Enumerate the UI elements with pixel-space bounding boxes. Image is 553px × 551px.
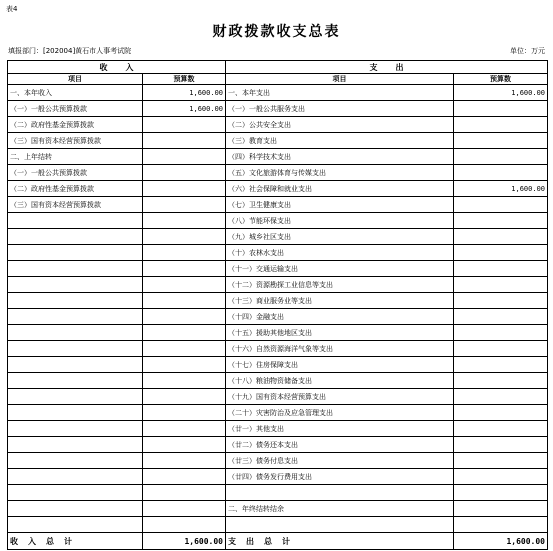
income-value-cell xyxy=(143,229,226,245)
income-item-cell xyxy=(8,357,143,373)
expense-item-cell xyxy=(226,485,454,501)
expense-value-cell xyxy=(454,373,548,389)
income-value-cell xyxy=(143,421,226,437)
table-row xyxy=(8,229,548,245)
table-row xyxy=(8,213,548,229)
expense-item-cell: （十七）住房保障支出 xyxy=(226,357,454,373)
income-item-header: 项目 xyxy=(8,74,143,85)
table-row xyxy=(8,245,548,261)
income-item-cell xyxy=(8,309,143,325)
table-row xyxy=(8,117,548,133)
expense-value-cell xyxy=(454,437,548,453)
income-value-cell xyxy=(143,165,226,181)
expense-budget-header: 预算数 xyxy=(454,74,548,85)
expense-value-cell xyxy=(454,389,548,405)
expense-section-header: 支出 xyxy=(226,61,548,74)
income-value-cell xyxy=(143,357,226,373)
expense-value-cell xyxy=(454,405,548,421)
income-item-cell xyxy=(8,501,143,517)
expense-item-cell: （十八）粮油物资储备支出 xyxy=(226,373,454,389)
income-value-cell xyxy=(143,453,226,469)
expense-value-cell xyxy=(454,357,548,373)
expense-item-cell: （廿一）其他支出 xyxy=(226,421,454,437)
income-item-cell: 一、本年收入 xyxy=(8,85,143,101)
income-value-cell xyxy=(143,389,226,405)
income-item-cell: （二）政府性基金预算拨款 xyxy=(8,181,143,197)
table-row xyxy=(8,325,548,341)
table-row xyxy=(8,309,548,325)
income-value-cell xyxy=(143,133,226,149)
expense-item-cell: 一、本年支出 xyxy=(226,85,454,101)
income-value-cell xyxy=(143,293,226,309)
table-row xyxy=(8,501,548,517)
income-item-cell xyxy=(8,437,143,453)
income-item-cell: （三）国有资本经营预算拨款 xyxy=(8,197,143,213)
expense-item-cell: （十四）金融支出 xyxy=(226,309,454,325)
expense-value-cell: 1,600.00 xyxy=(454,85,548,101)
expense-item-cell: （六）社会保障和就业支出 xyxy=(226,181,454,197)
income-value-cell xyxy=(143,469,226,485)
income-value-cell xyxy=(143,325,226,341)
expense-value-cell xyxy=(454,101,548,117)
income-total-value: 1,600.00 xyxy=(143,533,226,550)
expense-value-cell xyxy=(454,245,548,261)
income-value-cell xyxy=(143,373,226,389)
expense-value-cell xyxy=(454,133,548,149)
expense-value-cell xyxy=(454,517,548,533)
income-value-cell xyxy=(143,501,226,517)
income-value-cell xyxy=(143,261,226,277)
expense-value-cell xyxy=(454,117,548,133)
table-row xyxy=(8,181,548,197)
expense-item-cell: （十五）援助其他地区支出 xyxy=(226,325,454,341)
table-row xyxy=(8,149,548,165)
income-item-cell xyxy=(8,229,143,245)
expense-value-cell xyxy=(454,277,548,293)
table-row xyxy=(8,341,548,357)
table-row xyxy=(8,357,548,373)
income-item-cell xyxy=(8,469,143,485)
expense-item-cell xyxy=(226,517,454,533)
filler-department: 填报部门：[202004]黄石市人事考试院 xyxy=(8,47,132,55)
table-row xyxy=(8,373,548,389)
expense-item-cell: （五）文化旅游体育与传媒支出 xyxy=(226,165,454,181)
income-value-cell xyxy=(143,117,226,133)
income-item-cell: （一）一般公共预算拨款 xyxy=(8,165,143,181)
income-item-cell: （二）政府性基金预算拨款 xyxy=(8,117,143,133)
income-value-cell xyxy=(143,277,226,293)
income-value-cell xyxy=(143,309,226,325)
table-number-label: 表4 xyxy=(6,5,18,13)
expense-value-cell xyxy=(454,421,548,437)
income-value-cell: 1,600.00 xyxy=(143,101,226,117)
income-item-cell xyxy=(8,485,143,501)
income-item-cell xyxy=(8,213,143,229)
expense-total-label: 支出总计 xyxy=(226,533,454,550)
expense-value-cell xyxy=(454,453,548,469)
page-title: 财政拨款收支总表 xyxy=(212,24,341,40)
table-row xyxy=(8,389,548,405)
expense-total-value: 1,600.00 xyxy=(454,533,548,550)
expense-item-cell: （九）城乡社区支出 xyxy=(226,229,454,245)
expense-item-cell: （十二）资源勘探工业信息等支出 xyxy=(226,277,454,293)
income-item-cell xyxy=(8,421,143,437)
income-value-cell xyxy=(143,405,226,421)
expense-value-cell xyxy=(454,213,548,229)
table-row xyxy=(8,85,548,101)
table-row xyxy=(8,165,548,181)
table-row xyxy=(8,133,548,149)
expense-item-cell: （廿三）债务付息支出 xyxy=(226,453,454,469)
income-item-cell xyxy=(8,293,143,309)
table-row xyxy=(8,469,548,485)
income-item-cell xyxy=(8,341,143,357)
expense-value-cell xyxy=(454,197,548,213)
budget-summary-table xyxy=(7,60,548,550)
income-item-cell xyxy=(8,325,143,341)
income-budget-header: 预算数 xyxy=(143,74,226,85)
income-item-cell xyxy=(8,245,143,261)
expense-item-cell: （廿二）债务还本支出 xyxy=(226,437,454,453)
expense-value-cell xyxy=(454,149,548,165)
expense-value-cell xyxy=(454,165,548,181)
table-row xyxy=(8,277,548,293)
expense-item-cell: （二十）灾害防治及应急管理支出 xyxy=(226,405,454,421)
expense-item-cell: （十六）自然资源海洋气象等支出 xyxy=(226,341,454,357)
expense-value-cell xyxy=(454,485,548,501)
income-item-cell xyxy=(8,405,143,421)
expense-item-cell: 二、年终结转结余 xyxy=(226,501,454,517)
table-row xyxy=(8,293,548,309)
income-value-cell xyxy=(143,213,226,229)
table-row xyxy=(8,101,548,117)
table-row xyxy=(8,405,548,421)
expense-value-cell xyxy=(454,501,548,517)
income-value-cell: 1,600.00 xyxy=(143,85,226,101)
expense-item-cell: （七）卫生健康支出 xyxy=(226,197,454,213)
income-value-cell xyxy=(143,149,226,165)
expense-item-cell: （廿四）债务发行费用支出 xyxy=(226,469,454,485)
expense-value-cell xyxy=(454,229,548,245)
table-row xyxy=(8,485,548,501)
income-item-cell xyxy=(8,517,143,533)
income-value-cell xyxy=(143,485,226,501)
expense-item-cell: （一）一般公共服务支出 xyxy=(226,101,454,117)
table-row xyxy=(8,197,548,213)
expense-value-cell xyxy=(454,293,548,309)
income-item-cell xyxy=(8,389,143,405)
expense-item-cell: （十）农林水支出 xyxy=(226,245,454,261)
expense-item-cell: （十九）国有资本经营预算支出 xyxy=(226,389,454,405)
total-row xyxy=(8,533,548,550)
expense-value-cell xyxy=(454,309,548,325)
expense-value-cell: 1,600.00 xyxy=(454,181,548,197)
income-item-cell: （三）国有资本经营预算拨款 xyxy=(8,133,143,149)
expense-item-cell: （三）教育支出 xyxy=(226,133,454,149)
income-value-cell xyxy=(143,245,226,261)
unit-label: 单位：万元 xyxy=(510,47,545,55)
income-item-cell: 二、上年结转 xyxy=(8,149,143,165)
income-item-cell xyxy=(8,373,143,389)
income-item-cell xyxy=(8,261,143,277)
table-row xyxy=(8,453,548,469)
income-value-cell xyxy=(143,341,226,357)
table-row xyxy=(8,421,548,437)
income-value-cell xyxy=(143,517,226,533)
expense-item-header: 项目 xyxy=(226,74,454,85)
table-row xyxy=(8,437,548,453)
expense-item-cell: （八）节能环保支出 xyxy=(226,213,454,229)
table-row xyxy=(8,517,548,533)
income-value-cell xyxy=(143,181,226,197)
expense-item-cell: （十一）交通运输支出 xyxy=(226,261,454,277)
expense-value-cell xyxy=(454,341,548,357)
expense-value-cell xyxy=(454,325,548,341)
income-section-header: 收入 xyxy=(8,61,226,74)
expense-value-cell xyxy=(454,469,548,485)
income-item-cell xyxy=(8,453,143,469)
income-value-cell xyxy=(143,197,226,213)
table-row xyxy=(8,261,548,277)
income-item-cell: （一）一般公共预算拨款 xyxy=(8,101,143,117)
expense-item-cell: （十三）商业服务业等支出 xyxy=(226,293,454,309)
expense-item-cell: （四）科学技术支出 xyxy=(226,149,454,165)
income-item-cell xyxy=(8,277,143,293)
income-value-cell xyxy=(143,437,226,453)
expense-item-cell: （二）公共安全支出 xyxy=(226,117,454,133)
income-total-label: 收入总计 xyxy=(8,533,143,550)
expense-value-cell xyxy=(454,261,548,277)
